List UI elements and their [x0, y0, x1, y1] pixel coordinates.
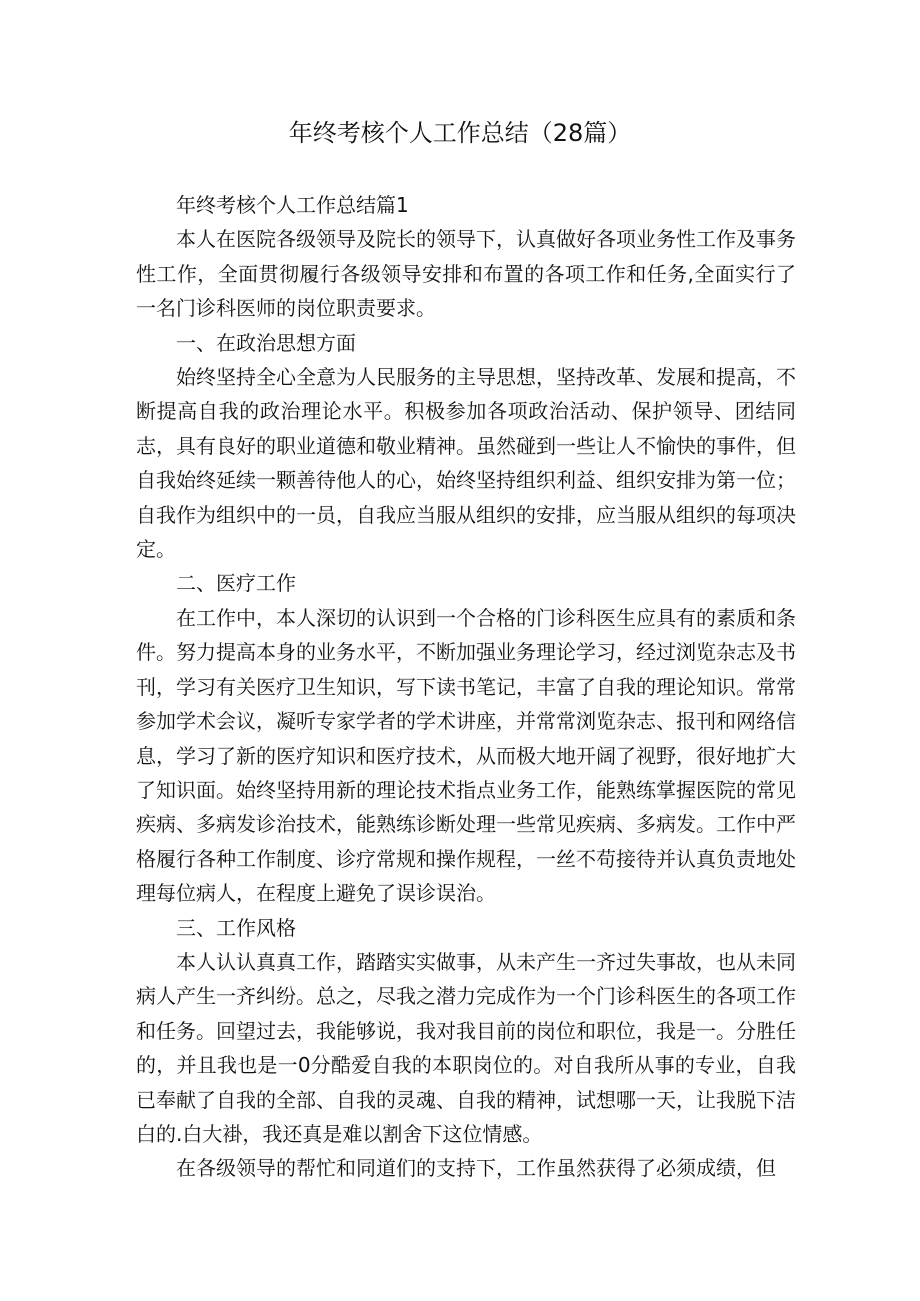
section-heading: 二、医疗工作: [176, 571, 296, 596]
document-body: [136, 188, 796, 1186]
paragraph: 本人认认真真工作，踏踏实实做事，从未产生一齐过失事故，也从未同病人产生一齐纠纷。总之，尽我之潜力完成作为一个门诊科医生的各项工作和任务。回望过去，我能够说，我对我目前的岗位和职位，我是一。分胜任的，并且我也是一0分酷爱自我的本职岗位的。对自我所从事的专业，自我已奉献了自我的全部、自我的灵魂、自我的精神，试想哪一天，让我脱下洁白的.白大褂，我还真是难以割舍下这位情感。: [136, 949, 796, 1146]
section-heading: 三、工作风格: [176, 915, 296, 940]
document-title: 年终考核个人工作总结（28篇）: [288, 119, 632, 147]
paragraph: 在工作中，本人深切的认识到一个合格的门诊科医生应具有的素质和条件。努力提高本身的业务水平，不断加强业务理论学习，经过浏览杂志及书刊，学习有关医疗卫生知识，写下读书笔记，丰富了自我的理论知识。常常参加学术会议，凝听专家学者的学术讲座，并常常浏览杂志、报刊和网络信息，学习了新的医疗知识和医疗技术，从而极大地开阔了视野，很好地扩大了知识面。始终坚持用新的理论技术指点业务工作，能熟练掌握医院的常见疾病、多病发诊治技术，能熟练诊断处理一些常见疾病、多病发。工作中严格履行各种工作制度、诊疗常规和操作规程，一丝不苟接待并认真负责地处理每位病人，在程度上避免了误诊误治。: [136, 605, 796, 906]
section-heading: 年终考核个人工作总结篇1: [176, 193, 409, 217]
paragraph: 始终坚持全心全意为人民服务的主导思想，坚持改革、发展和提高，不断提高自我的政治理论水平。积极参加各项政治活动、保护领导、团结同志，具有良好的职业道德和敬业精神。虽然碰到一些让人不愉快的事件，但自我始终延续一颗善待他人的心，始终坚持组织利益、组织安排为第一位；自我作为组织中的一员，自我应当服从组织的安排，应当服从组织的每项决定。: [136, 365, 796, 562]
section-heading: 一、在政治思想方面: [176, 330, 356, 355]
paragraph: 在各级领导的帮忙和同道们的支持下，工作虽然获得了必须成绩，但: [176, 1156, 776, 1181]
paragraph: 本人在医院各级领导及院长的领导下，认真做好各项业务性工作及事务性工作，全面贯彻履行各级领导安排和布置的各项工作和任务,全面实行了一名门诊科医师的岗位职责要求。: [136, 227, 796, 321]
